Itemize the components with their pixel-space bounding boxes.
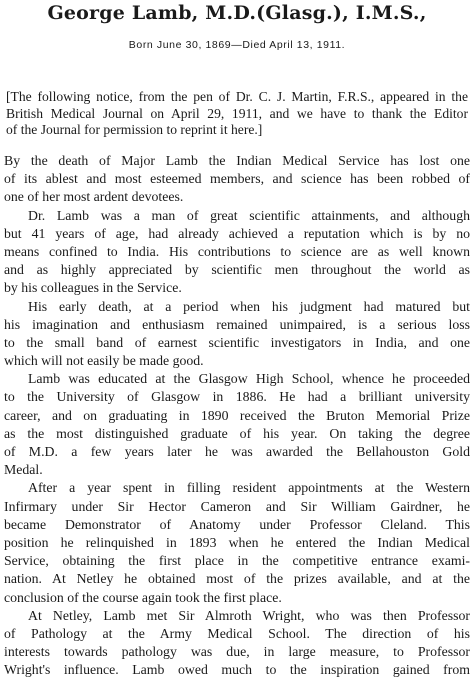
- body-line: became Demonstrator of Anatomy under Professor Cleland. This: [4, 516, 470, 532]
- body-line: conclusion of the course again took the first place.: [4, 589, 282, 605]
- body-line: and as highly appreciated by scientific men throughout the world as: [4, 262, 470, 278]
- body-line: After a year spent in filling resident appointments at the Western: [28, 480, 470, 496]
- body-line: as the most distinguished graduate of his year. On taking the degree: [4, 425, 470, 441]
- body-line: to the University of Glasgow in 1886. He had a brilliant university: [4, 389, 470, 405]
- body-line: Infirmary under Sir Hector Cameron and Sir William Gairdner, he: [4, 498, 470, 514]
- body-line: His early death, at a period when his judgment had matured but: [28, 298, 470, 314]
- note-line: [The following notice, from the pen of Dr. C. J. Martin, F.R.S., appeared in the: [6, 89, 468, 104]
- editorial-note: [6, 89, 468, 139]
- body-line: but 41 years of age, had already achieved a reputation which is by no: [4, 225, 470, 241]
- page-subtitle: Born June 30, 1869—Died April 13, 1911.: [128, 39, 346, 51]
- page-title: George Lamb, M.D.(Glasg.), I.M.S.,: [47, 2, 427, 24]
- body-line: means confined to India. His contributions to science are as well known: [4, 243, 470, 259]
- body-line: Dr. Lamb was a man of great scientific attainments, and although: [28, 207, 470, 223]
- body-line: Wright's influence. Lamb owed much to the inspiration gained from: [4, 662, 470, 678]
- body-line: Service, obtaining the first place in the competitive entrance exami-: [4, 553, 470, 569]
- body-line: of Pathology at the Army Medical School. The direction of his: [4, 625, 470, 641]
- body-line: Lamb was educated at the Glasgow High School, whence he proceeded: [28, 371, 470, 387]
- note-line: British Medical Journal on April 29, 1911, and we have to thank the Editor: [6, 105, 468, 121]
- body-line: which will not easily be made good.: [4, 353, 204, 369]
- body-line: career, and on graduating in 1890 received the Bruton Memorial Prize: [4, 407, 470, 423]
- note-line: of the Journal for permission to reprint it here.]: [6, 122, 263, 137]
- body-line: nation. At Netley he obtained most of the prizes available, and at the: [4, 571, 470, 587]
- body-line: to the small band of earnest scientific investigators in India, and one: [4, 334, 470, 350]
- body-line: By the death of Major Lamb the Indian Medical Service has lost one: [4, 153, 470, 168]
- body-line: interests towards pathology was due, in large measure, to Professor: [4, 644, 470, 660]
- body-line: one of her most ardent devotees.: [4, 189, 184, 205]
- body-line: Medal.: [4, 462, 43, 478]
- body-line: of M.D. a few years later he was awarded the Bellahouston Gold: [4, 444, 470, 459]
- body-line: At Netley, Lamb met Sir Almroth Wright, who was then Professor: [28, 607, 470, 623]
- body-line: by his colleagues in the Service.: [4, 280, 182, 296]
- body-line: his imagination and enthusiasm remained unimpaired, is a serious loss: [4, 316, 470, 332]
- article-body: [4, 152, 470, 679]
- body-line: of its ablest and most esteemed members, and science has been robbed of: [4, 171, 470, 187]
- body-line: position he relinquished in 1893 when he entered the Indian Medical: [4, 534, 470, 550]
